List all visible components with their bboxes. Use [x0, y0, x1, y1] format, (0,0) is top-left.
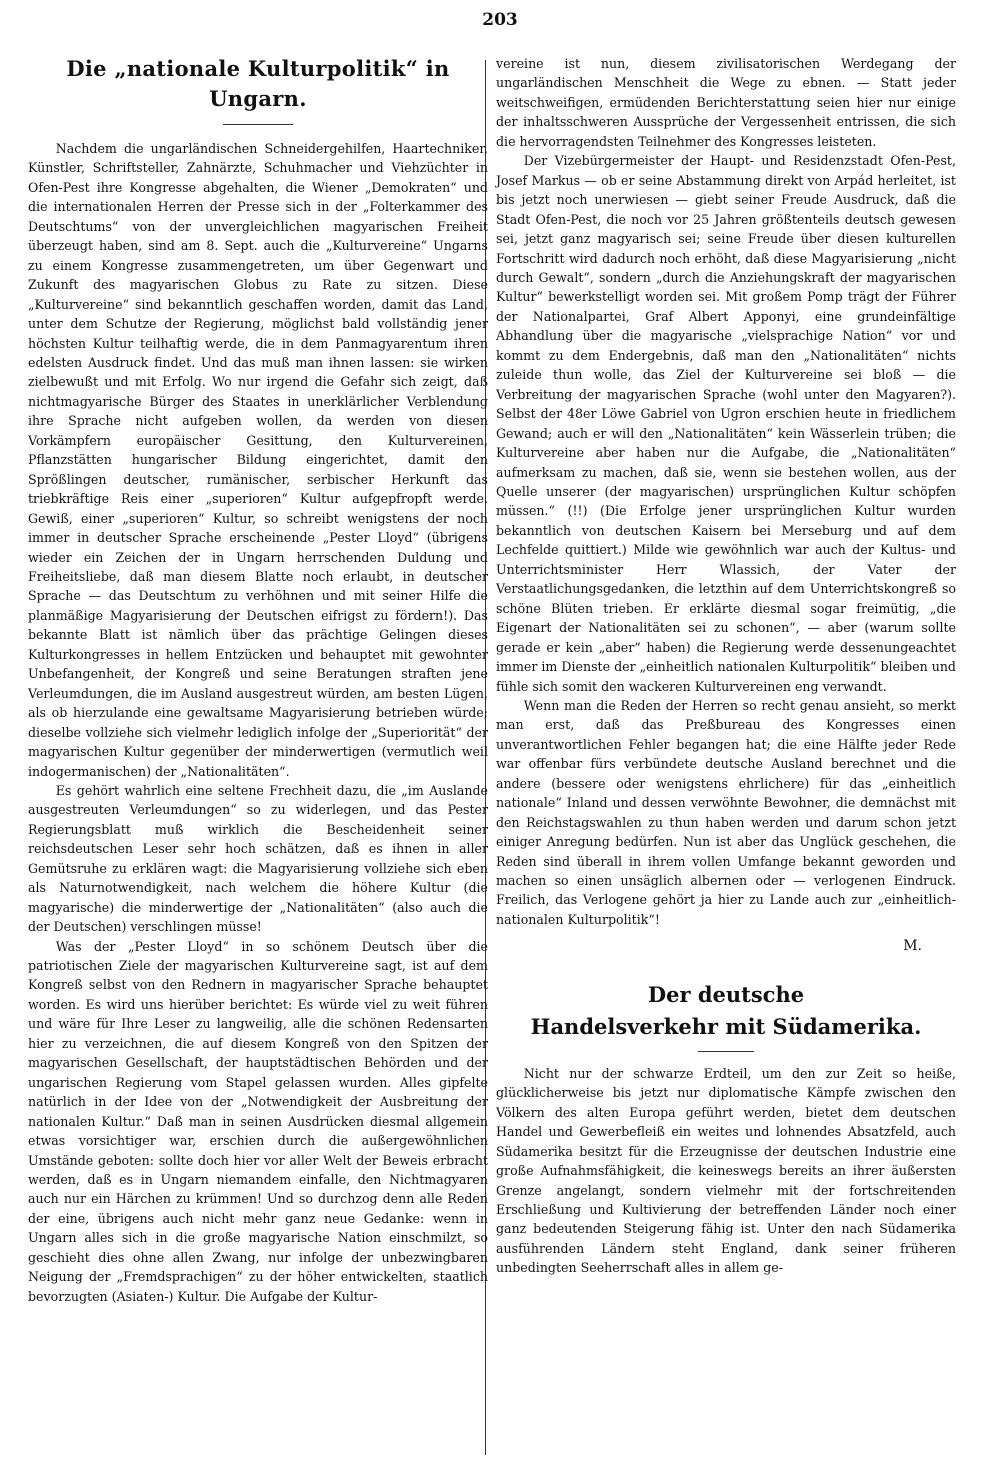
article-title: Die „nationale Kulturpolitik“ in Ungarn. — [66, 56, 450, 111]
article-paragraph: vereine ist nun, diesem zivilisatorischen Werdegang der ungarländischen Menschheit die Wege zu ebnen. — Statt jeder weitschweifigen, ermüdenden Berichterstattung seien hier nur einige der inhaltsschweren Aussprüche der Vergessenheit entrissen, die sich die hervorragendsten Teilnehmer des Kongresses leisteten. — [496, 56, 956, 149]
page-number: 203 — [482, 10, 518, 30]
author-signature: M. — [903, 938, 922, 955]
article-paragraph: Der Vizebürgermeister der Haupt- und Residenzstadt Ofen-Pest, Josef Markus — ob er seine Abstammung direkt von Arpád herleitet, ist bis jetzt noch unerwiesen — giebt seiner Freude Ausdruck, daß die Stadt Ofen-Pest, die noch vor 25 Jahren größtenteils deutsch gewesen sei, jetzt ganz magyarisch sei; seine Freude über diesen kulturellen Fortschritt wird dadurch noch erhöht, daß diese Magyarisierung „nicht durch Gewalt“, sondern „durch die Anziehungskraft der magyarischen Kultur“ bewerkstelligt worden sei. Mit großem Pomp trägt der Führer der Nationalpartei, Graf Albert Apponyi, eine grundeinfältige Abhandlung über die magyarische „vielsprachige Nation“ vor und kommt zu dem Endergebnis, daß man den „Nationalitäten“ nichts zuleide thun wolle, das Ziel der Kulturvereine sei bloß — die Verbreitung der magyarischen Sprache (wohl unter den Magyaren?). Selbst der 48er Löwe Gabriel von Ugron erschien heute in friedlichem Gewand; auch er will den „Nationalitäten“ kein Wässerlein trüben; die Kulturvereine aber haben nur die Aufgabe, die „Nationalitäten“ aufmerksam zu machen, daß sie, wenn sie bestehen wollen, aus der Quelle unserer (der magyarischen) ursprünglichen Kultur schöpfen müssen.“ (!!) (Die Erfolge jener ursprünglichen Kultur wurden bekanntlich von deutschen Kaisern bei Merseburg und auf dem Lechfelde quittiert.) Milde wie gewöhnlich war auch der Kultus- und Unterrichtsminister Herr Wlassich, der Vater der Verstaatlichungsgedanken, die letzthin auf dem Unterrichtskongreß so schöne Blüten trieben. Er erklärte diesmal sogar freimütig, „die Eigenart der Nationalitäten sei zu schonen“, — aber (warum sollte gerade er kein „aber“ haben) die Regierung werde dessenungeachtet immer im Dienste der „einheitlich nationalen Kulturpolitik“ bleiben und fühle sich somit den wackeren Kulturvereinen eng verwandt. — [496, 153, 956, 694]
article-paragraph: Es gehört wahrlich eine seltene Frechheit dazu, die „im Auslande ausgestreuten Verleumdungen“ so zu widerlegen, und das Pester Regierungsblatt muß wirklich die Bescheidenheit seiner reichsdeutschen Leser sehr hoch schätzen, daß es ihnen in aller Gemütsruhe zu erklären wagt: die Magyarisierung vollziehe sich eben als Naturnotwendigkeit, nach welchem die höhere Kultur (die magyarische) die minderwertige der „Nationalitäten“ (also auch die der Deutschen) verschlingen müsse! — [28, 782, 488, 935]
title-rule — [223, 124, 293, 125]
right-column — [496, 54, 956, 1278]
article-paragraph: Was der „Pester Lloyd“ in so schönem Deutsch über die patriotischen Ziele der magyarischen Kulturvereine sagt, ist auf dem Kongreß selbst von den Rednern in magyarischer Sprache behauptet worden. Es wird uns hierüber berichtet: Es würde viel zu weit führen und wäre für Ihre Leser zu langweilig, alle die schönen Redensarten hier zu verzeichnen, die auf diesem Kongreß von den Spitzen der magyarischen Gesellschaft, der hauptstädtischen Behörden und der ungarischen Regierung vom Stapel gelassen wurden. Alles gipfelte natürlich in der Idee von der „Notwendigkeit der Ausbreitung der nationalen Kultur.“ Daß man in seinen Ausdrücken diesmal allgemein etwas vorsichtiger war, erschien durch die außergewöhnlichen Umstände geboten: sollte doch hier vor aller Welt der Beweis erbracht werden, daß es in Ungarn niemandem einfalle, den Nichtmagyaren auch nur ein Härchen zu krümmen! Und so durchzog denn alle Reden der eine, übrigens auch nicht mehr ganz neue Gedanke: wenn in Ungarn alles sich in die große magyarische Nation einschmilzt, so geschieht dies ohne allen Zwang, nur infolge der unbezwingbaren Neigung der „Fremdsprachigen“ zu der höher entwickelten, staatlich bevorzugten (Asiaten-) Kultur. Die Aufgabe der Kultur- — [28, 938, 488, 1304]
article2-paragraph: Nicht nur der schwarze Erdteil, um den zur Zeit so heiße, glücklicherweise bis jetzt nur diplomatische Kämpfe zwischen den Völkern des alten Europa geführt werden, bietet dem deutschen Handel und Gewerbefleiß ein weites und lohnendes Absatzfeld, auch Südamerika besitzt für die Erzeugnisse der deutschen Industrie eine große Aufnahmsfähigkeit, die keineswegs bereits an ihrer äußersten Grenze angelangt, sondern vielmehr mit der fortschreitenden Erschließung und Kultivierung der betreffenden Länder noch einer ganz bedeutenden Steigerung fähig ist. Unter den nach Südamerika ausführenden Ländern steht England, dank seiner früheren unbedingten Seeherrschaft alles in allem ge- — [496, 1065, 956, 1276]
article-paragraph: Wenn man die Reden der Herren so recht genau ansieht, so merkt man erst, daß das Preßbureau des Kongresses einen unverantwortlichen Fehler begangen hat; die eine Hälfte jeder Rede war offenbar fürs verbündete deutsche Ausland berechnet und die andere (bessere oder wenigstens ehrlichere) für das „einheitlich nationale“ Inland und dessen verwöhnte Bewohner, die demnächst mit den Reichstagswahlen zu thun haben werden und darum schon jetzt einiger Anregung bedürfen. Nun ist aber das Unglück geschehen, die Reden sind überall in ihrem vollen Umfange bekannt geworden und machen so einen unsäglich albernen oder — verlogenen Eindruck. Freilich, das Verlogene gehört ja hier zu Lande auch zur „einheitlich-nationalen Kulturpolitik“! — [496, 697, 956, 927]
article2-title-line1: Der deutsche — [647, 981, 805, 1007]
left-column — [28, 54, 488, 1306]
title-rule — [698, 1051, 754, 1052]
article2-title-line2: Handelsverkehr mit Südamerika. — [530, 1013, 922, 1039]
article-paragraph: Nachdem die ungarländischen Schneidergehilfen, Haartechniker, Künstler, Schriftsteller, Zahnärzte, Schuhmacher und Viehzüchter in Ofen-Pest ihre Kongresse abgehalten, die Wiener „Demokraten“ und die internationalen Herren der Presse sich in der „Folterkammer des Deutschtums“ von der unvergleichlichen magyarischen Freiheit überzeugt haben, sind am 8. Sept. auch die „Kulturvereine“ Ungarns zu einem Kongresse zusammengetreten, um über Gegenwart und Zukunft des magyarischen Globus zu Rate zu sitzen. Diese „Kulturvereine“ sind bekanntlich geschaffen worden, damit das Land, unter dem Schutze der Regierung, möglichst bald vollständig jener höchsten Kultur teilhaftig werde, die in dem Panmagyarentum ihren edelsten Ausdruck findet. Und das muß man ihnen lassen: sie wirken zielbewußt und mit Erfolg. Wo nur irgend die Gefahr sich zeigt, daß nichtmagyarische Bürger des Staates in unerklärlicher Verblendung ihre Sprache nicht aufgeben wollen, da werden von diesen Vorkämpfern europäischer Gesittung, den Kulturvereinen, Pflanzstätten hungarischer Bildung eingerichtet, damit den Sprößlingen deutscher, rumänischer, serbischer Herkunft das triebkräftige Reis einer „superioren“ Kultur aufgepfropft werde. Gewiß, einer „superioren“ Kultur, so schreibt wenigstens der noch immer in deutscher Sprache erscheinende „Pester Lloyd“ (übrigens wieder ein Zeichen der in Ungarn herrschenden Duldung und Freiheitsliebe, daß man diesem Blatte noch erlaubt, in deutscher Sprache — das Deutschtum zu verhöhnen und mit seiner Hilfe die planmäßige Magyarisierung der Deutschen eifrigst zu fördern!). Das bekannte Blatt ist nämlich über das prächtige Gelingen dieses Kulturkongresses in hellem Entzücken und behauptet mit gewohnter Unbefangenheit, der Kongreß und seine Beratungen straften jene Verleumdungen, die im Ausland ausgestreut würden, am besten Lügen, als ob hierzulande eine gewaltsame Magyarisierung betrieben würde; dieselbe vollziehe sich vielmehr lediglich infolge der „Superiorität“ der magyarischen Kultur gegenüber der minderwertigen (vermutlich weil indogermanischen) der „Nationalitäten“. — [28, 141, 488, 779]
